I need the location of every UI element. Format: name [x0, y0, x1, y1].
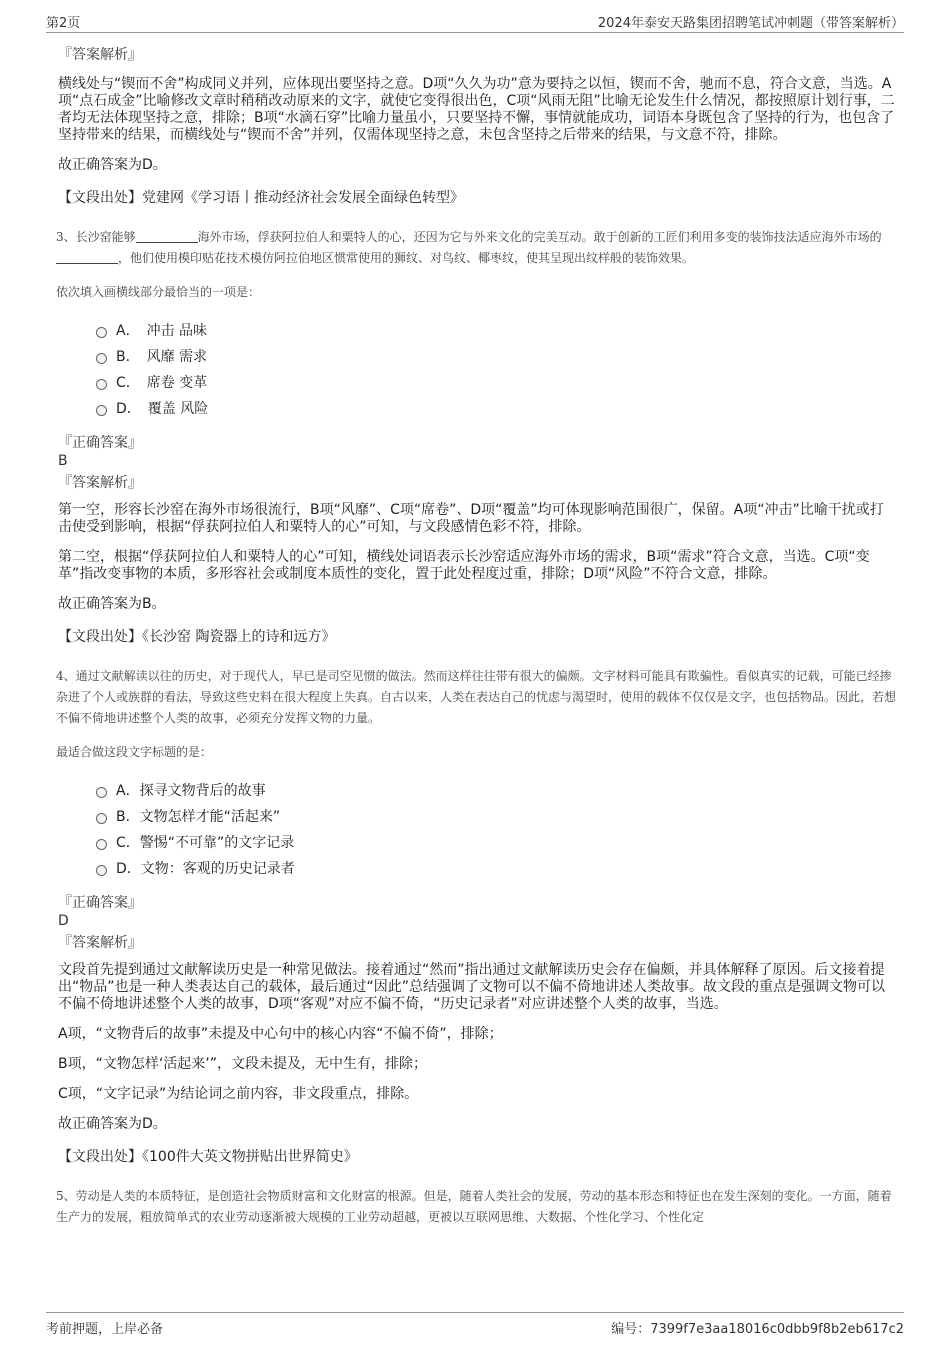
radio-icon[interactable] — [96, 787, 107, 798]
radio-icon[interactable] — [96, 405, 107, 416]
page-header — [46, 12, 904, 33]
question-4-prompt: 最适合做这段文字标题的是： — [56, 745, 213, 759]
question-3-options — [96, 318, 896, 422]
footer-slogan: 考前押题，上岸必备 — [46, 1322, 164, 1337]
question-3-prompt: 依次填入画横线部分最恰当的一项是： — [56, 285, 261, 299]
source-citation: 【文段出处】《100件大英文物拼贴出世界简史》 — [58, 1149, 358, 1165]
page-number: 第2页 — [46, 16, 81, 31]
analysis-text: 第二空，根据“俘获阿拉伯人和粟特人的心”可知，横线处词语表示长沙窑适应海外市场的需求，B项“需求”符合文意，当选。C项“变革”指改变事物的本质，多形容社会或制度本质性的变化，置于此处程度过重，排除；D项“风险”不符合文意，排除。 — [58, 549, 870, 582]
analysis-text: B项，“文物怎样‘活起来’”，文段未提及，无中生有，排除； — [58, 1056, 428, 1072]
answer-block — [58, 894, 896, 952]
radio-icon[interactable] — [96, 353, 107, 364]
option-d[interactable]: D． 覆盖 风险 — [96, 396, 896, 422]
question-4-options — [96, 778, 896, 882]
analysis-text: C项，“文字记录”为结论词之前内容，非文段重点，排除。 — [58, 1086, 419, 1102]
option-a[interactable]: A．探寻文物背后的故事 — [96, 778, 896, 804]
analysis-label: 『答案解析』 — [58, 935, 142, 951]
question-4-text: 4、通过文献解读以往的历史，对于现代人，早已是司空见惯的做法。然而这样往往带有很大的偏颇。文字材料可能具有欺骗性。看似真实的记载，可能已经掺杂进了个人或族群的看法，导致这些史料在很大程度上失真。自古以来，人类在表达自己的忧虑与渴望时，使用的载体不仅仅是文字，也包括物品。因此，若想不偏不倚地讲述整个人类的故事，必须充分发挥文物的力量。 — [56, 669, 897, 725]
option-b[interactable]: B．文物怎样才能“活起来” — [96, 804, 896, 830]
correct-answer: B — [58, 453, 68, 469]
option-b[interactable]: B． 风靡 需求 — [96, 344, 896, 370]
analysis-text: 第一空，形容长沙窑在海外市场很流行，B项“风靡”、C项“席卷”、D项“覆盖”均可体现影响范围很广，保留。A项“冲击”比喻干扰或打击使受到影响，根据“俘获阿拉伯人和粟特人的心”可知，与文段感情色彩不符，排除。 — [58, 502, 884, 535]
conclusion-text: 故正确答案为B。 — [58, 596, 166, 612]
analysis-label: 『答案解析』 — [58, 47, 142, 63]
conclusion-text: 故正确答案为D。 — [58, 1116, 167, 1132]
source-citation: 【文段出处】《长沙窑 陶瓷器上的诗和远方》 — [58, 629, 336, 645]
question-5-text: 5、劳动是人类的本质特征，是创造社会物质财富和文化财富的根源。但是，随着人类社会的发展，劳动的基本形态和特征也在发生深刻的变化。一方面，随着生产力的发展，粗放简单式的农业劳动逐渐被大规模的工业劳动超越，更被以互联网思维、大数据、个性化学习、个性化定 — [56, 1189, 892, 1224]
option-a[interactable]: A． 冲击 品味 — [96, 318, 896, 344]
radio-icon[interactable] — [96, 379, 107, 390]
analysis-text: A项，“文物背后的故事”未提及中心句中的核心内容“不偏不倚”，排除； — [58, 1026, 503, 1042]
correct-answer: D — [58, 913, 69, 929]
radio-icon[interactable] — [96, 813, 107, 824]
correct-answer-label: 『正确答案』 — [58, 895, 142, 911]
radio-icon[interactable] — [96, 327, 107, 338]
analysis-label: 『答案解析』 — [58, 475, 142, 491]
source-citation: 【文段出处】党建网《学习语丨推动经济社会发展全面绿色转型》 — [58, 190, 464, 206]
document-body — [56, 44, 896, 1242]
correct-answer-label: 『正确答案』 — [58, 435, 142, 451]
analysis-text: 横线处与“锲而不舍”构成同义并列，应体现出要坚持之意。D项“久久为功”意为要持之以恒，锲而不舍，驰而不息，符合文意，当选。A项“点石成金”比喻修改文章时稍稍改动原来的文字，就使它变得很出色，C项“风雨无阻”比喻无论发生什么情况，都按照原计划行事，二者均无法体现坚持之意，排除；B项“水滴石穿”比喻力量虽小，只要坚持不懈，事情就能成功，词语本身既包含了坚持的行为，也包含了坚持带来的结果，而横线处与“锲而不舍”并列，仅需体现坚持之意，未包含坚持之后带来的结果，与文意不符，排除。 — [58, 76, 895, 143]
page-footer — [46, 1312, 904, 1335]
fill-blank-1 — [136, 242, 198, 243]
option-c[interactable]: C． 席卷 变革 — [96, 370, 896, 396]
radio-icon[interactable] — [96, 839, 107, 850]
answer-block — [58, 434, 896, 492]
analysis-text: 文段首先提到通过文献解读历史是一种常见做法。接着通过“然而”指出通过文献解读历史会存在偏颇，并具体解释了原因。后文接着提出“物品”也是一种人类表达自己的载体，最后通过“因此”总结强调了文物可以不偏不倚地讲述人类故事。故文段的重点是强调文物可以不偏不倚地讲述整个人类的故事，D项“客观”对应不偏不倚，“历史记录者”对应讲述整个人类的故事，当选。 — [58, 962, 886, 1012]
radio-icon[interactable] — [96, 865, 107, 876]
document-title: 2024年泰安天路集团招聘笔试冲刺题（带答案解析） — [597, 16, 904, 31]
document-id: 编号：7399f7e3aa18016c0dbb9f8b2eb617c2 — [611, 1322, 904, 1337]
conclusion-text: 故正确答案为D。 — [58, 157, 167, 173]
option-d[interactable]: D．文物：客观的历史记录者 — [96, 856, 896, 882]
option-c[interactable]: C．警惕“不可靠”的文字记录 — [96, 830, 896, 856]
question-3-text: 3、长沙窑能够 海外市场，俘获阿拉伯人和粟特人的心，还因为它与外来文化的完美互动。敢于创新的工匠们利用多变的装饰技法适应海外市场的，他们使用模印贴花技术模仿阿拉伯地区惯常使用的狮纹、对鸟纹、椰枣纹，使其呈现出纹样般的装饰效果。 — [56, 230, 882, 265]
fill-blank-2 — [56, 263, 118, 264]
